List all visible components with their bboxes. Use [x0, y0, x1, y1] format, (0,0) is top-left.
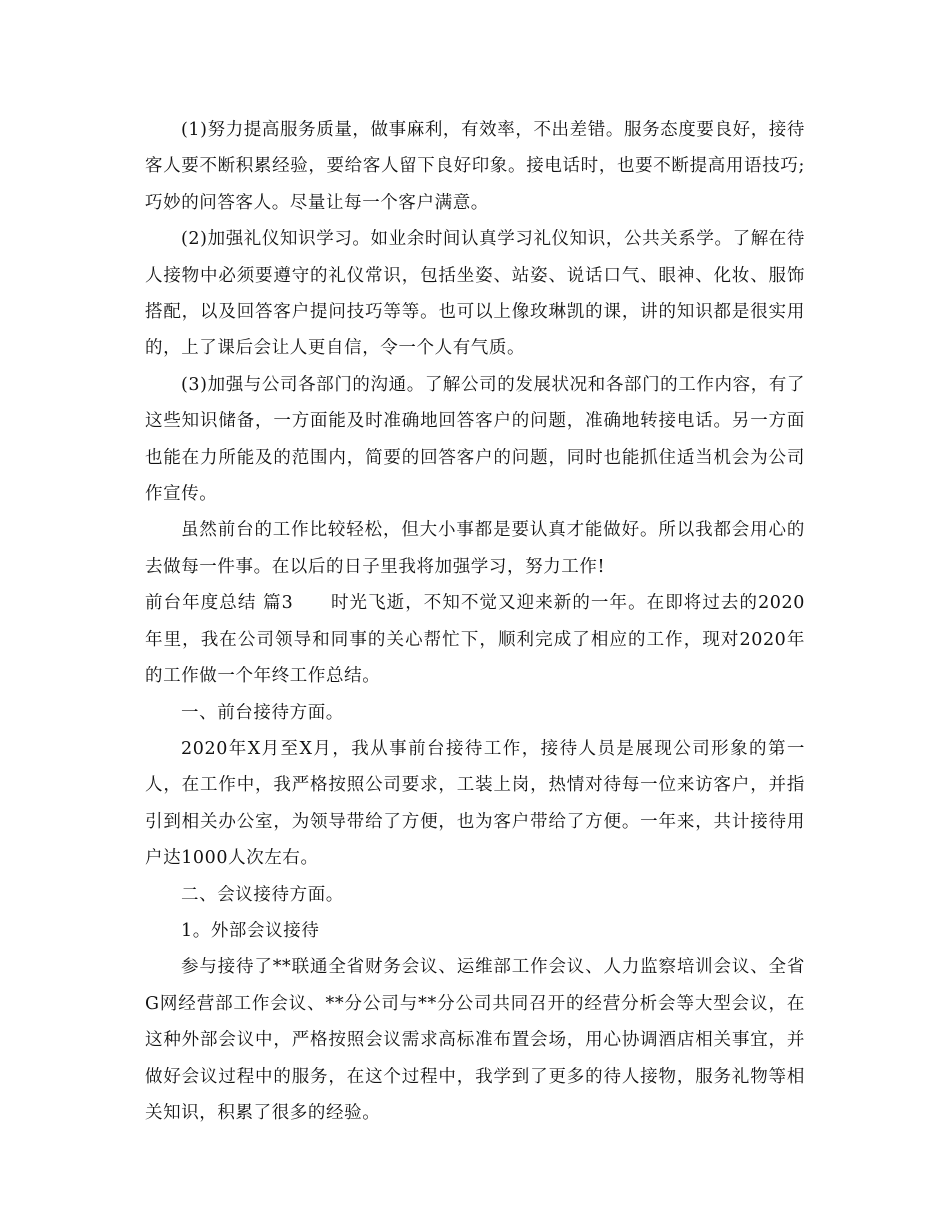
paragraph-reception-work: 2020年X月至X月，我从事前台接待工作，接待人员是展现公司形象的第一人，在工作中，我严格按照公司要求，工装上岗，热情对待每一位来访客户，并指引到相关办公室，为领导带给了方便，也为客户带给了方便。一年来，共计接待用户达1000人次左右。 [145, 738, 805, 869]
heading-reception: 一、前台接待方面。 [181, 702, 344, 723]
paragraph-section-3-intro: 前台年度总结 篇3 时光飞逝，不知不觉又迎来新的一年。在即将过去的2020年里，我在公司领导和同事的关心帮忙下，顺利完成了相应的工作，现对2020年的工作做一个年终工作总结。 [145, 593, 805, 687]
paragraph-external-meetings: 参与接待了**联通全省财务会议、运维部工作会议、人力监察培训会议、全省G网经营部工作会议、**分公司与**分公司共同召开的经营分析会等大型会议，在这种外部会议中，严格按照会议需求高标准布置会场，用心协调酒店相关事宜，并做好会议过程中的服务，在这个过程中，我学到了更多的待人接物，服务礼物等相关知识，积累了很多的经验。 [145, 957, 805, 1123]
paragraph-closing-remarks: 虽然前台的工作比较轻松，但大小事都是要认真才能做好。所以我都会用心的去做每一件事。在以后的日子里我将加强学习，努力工作! [145, 520, 805, 577]
subheading-external-meetings: 1。外部会议接待 [181, 920, 320, 941]
paragraph-service-quality: (1)努力提高服务质量，做事麻利，有效率，不出差错。服务态度要良好，接待客人要不断积累经验，要给客人留下良好印象。接电话时，也要不断提高用语技巧;巧妙的问答客人。尽量让每一个客户满意。 [145, 120, 805, 213]
paragraph-etiquette-study: (2)加强礼仪知识学习。如业余时间认真学习礼仪知识，公共关系学。了解在待人接物中必须要遵守的礼仪常识，包括坐姿、站姿、说话口气、眼神、化妆、服饰搭配，以及回答客户提问技巧等等。也可以上像玫琳凯的课，讲的知识都是很实用的，上了课后会让人更自信，令一个人有气质。 [145, 229, 805, 359]
document-body [145, 112, 805, 1131]
paragraph-department-communication: (3)加强与公司各部门的沟通。了解公司的发展状况和各部门的工作内容，有了这些知识储备，一方面能及时准确地回答客户的问题，准确地转接电话。另一方面也能在力所能及的范围内，简要的回答客户的问题，同时也能抓住适当机会为公司作宣传。 [145, 374, 805, 505]
heading-meeting-reception: 二、会议接待方面。 [181, 884, 344, 905]
